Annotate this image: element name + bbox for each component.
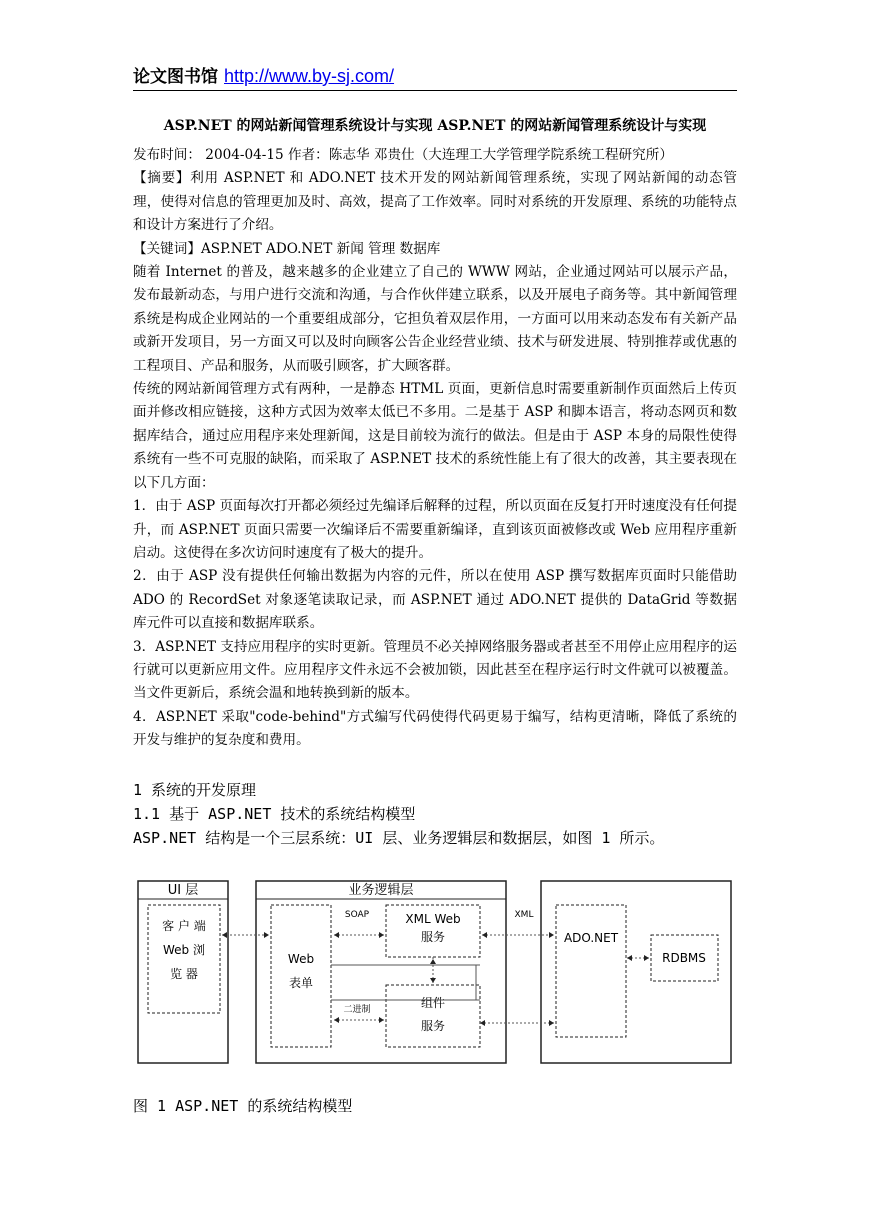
svg-text:组件: 组件 xyxy=(420,996,446,1010)
section-heading-1-1: 1.1 基于 ASP.NET 技术的系统结构模型 xyxy=(133,805,416,823)
keywords: 【关键词】ASP.NET ADO.NET 新闻 管理 数据库 xyxy=(133,240,441,257)
site-name: 论文图书馆 xyxy=(133,67,218,87)
list-item-1: 1．由于 ASP 页面每次打开都必须经过先编译后解释的过程，所以页面在反复打开时速度没有任何提升，而 ASP.NET 页面只需要一次编译后不需要重新编译，直到该页面被修改或 Web 应用程序重新启动。这使得在多次访问时速度有了极大的提升。 xyxy=(133,498,737,561)
ui-layer-label: UI 层 xyxy=(167,883,199,898)
paragraph-traditional: 传统的网站新闻管理方式有两种，一是静态 HTML 页面，更新信息时需要重新制作页面然后上传页面并修改相应链接，这种方式因为效率太低已不多用。二是基于 ASP 和脚本语言，将动态网页和数据库结合，通过应用程序来处理新闻，这是目前较为流行的做法。但是由于 ASP 本身的局限性使得系统有一些不可克服的缺陷，而采取了 ASP.NET 技术的系统性能上有了很大的改善，其主要表现在以下几方面： xyxy=(133,381,737,491)
business-layer-label: 业务逻辑层 xyxy=(348,883,414,898)
article-body xyxy=(133,144,737,753)
adonet-box xyxy=(556,905,626,1037)
svg-text:客 户 端: 客 户 端 xyxy=(162,919,206,933)
article-meta: 发布时间： 2004-04-15 作者：陈志华 邓贵仕（大连理工大学管理学院系统工程研究所） xyxy=(133,147,673,163)
abstract: 【摘要】利用 ASP.NET 和 ADO.NET 技术开发的网站新闻管理系统，实现了网站新闻的动态管理，使得对信息的管理更加及时、高效，提高了工作效率。同时对系统的开发原理、系统的功能特点和设计方案进行了介绍。 xyxy=(133,170,737,234)
svg-text:Web: Web xyxy=(287,952,315,966)
svg-text:表单: 表单 xyxy=(288,976,314,990)
article-title: ASP.NET 的网站新闻管理系统设计与实现 ASP.NET 的网站新闻管理系统设计与实现 xyxy=(163,118,707,134)
business-layer-frame xyxy=(256,881,506,1063)
paragraph-intro: 随着 Internet 的普及，越来越多的企业建立了自己的 WWW 网站，企业通过网站可以展示产品，发布最新动态，与用户进行交流和沟通，与合作伙伴建立联系，以及开展电子商务等。其中新闻管理系统是构成企业网站的一个重要组成部分，它担负着双层作用，一方面可以用来动态发布有关新产品或新开发项目，另一方面又可以及时向顾客公告企业经营业绩、技术与研发进展、特别推荐或优惠的工程项目、产品和服务，从而吸引顾客，扩大顾客群。 xyxy=(133,264,737,374)
svg-text:XML Web: XML Web xyxy=(405,912,461,926)
svg-text:服务: 服务 xyxy=(420,1019,446,1033)
figure-caption: 图 1 ASP.NET 的系统结构模型 xyxy=(133,1097,353,1115)
page-header xyxy=(133,62,737,91)
svg-text:二进制: 二进制 xyxy=(343,1005,371,1015)
svg-text:RDBMS: RDBMS xyxy=(662,951,706,965)
list-item-2: 2．由于 ASP 没有提供任何输出数据为内容的元件，所以在使用 ASP 撰写数据库页面时只能借助 ADO 的 RecordSet 对象逐笔读取记录，而 ASP.NET 通过 ADO.NET 提供的 DataGrid 等数据库元件可以直接和数据库联系。 xyxy=(133,568,737,632)
architecture-diagram xyxy=(136,875,733,1065)
svg-text:SOAP: SOAP xyxy=(344,910,370,920)
component-service-box xyxy=(386,985,480,1047)
svg-text:览 器: 览 器 xyxy=(170,967,198,981)
svg-text:Web 浏: Web 浏 xyxy=(163,943,205,957)
svg-text:服务: 服务 xyxy=(420,930,446,944)
site-url-link[interactable]: http://www.by-sj.com/ xyxy=(224,66,395,86)
svg-text:ADO.NET: ADO.NET xyxy=(563,931,619,945)
svg-text:XML: XML xyxy=(514,910,534,920)
list-item-3: 3．ASP.NET 支持应用程序的实时更新。管理员不必关掉网络服务器或者甚至不用停止应用程序的运行就可以更新应用文件。应用程序文件永远不会被加锁，因此甚至在程序运行时文件就可以被覆盖。当文件更新后，系统会温和地转换到新的版本。 xyxy=(133,638,737,702)
section-text: ASP.NET 结构是一个三层系统：UI 层、业务逻辑层和数据层，如图 1 所示。 xyxy=(133,829,665,847)
list-item-4: 4．ASP.NET 采取"code-behind"方式编写代码使得代码更易于编写，结构更清晰，降低了系统的开发与维护的复杂度和费用。 xyxy=(133,708,737,749)
data-layer-frame xyxy=(541,881,731,1063)
section-heading-1: 1 系统的开发原理 xyxy=(133,781,257,799)
